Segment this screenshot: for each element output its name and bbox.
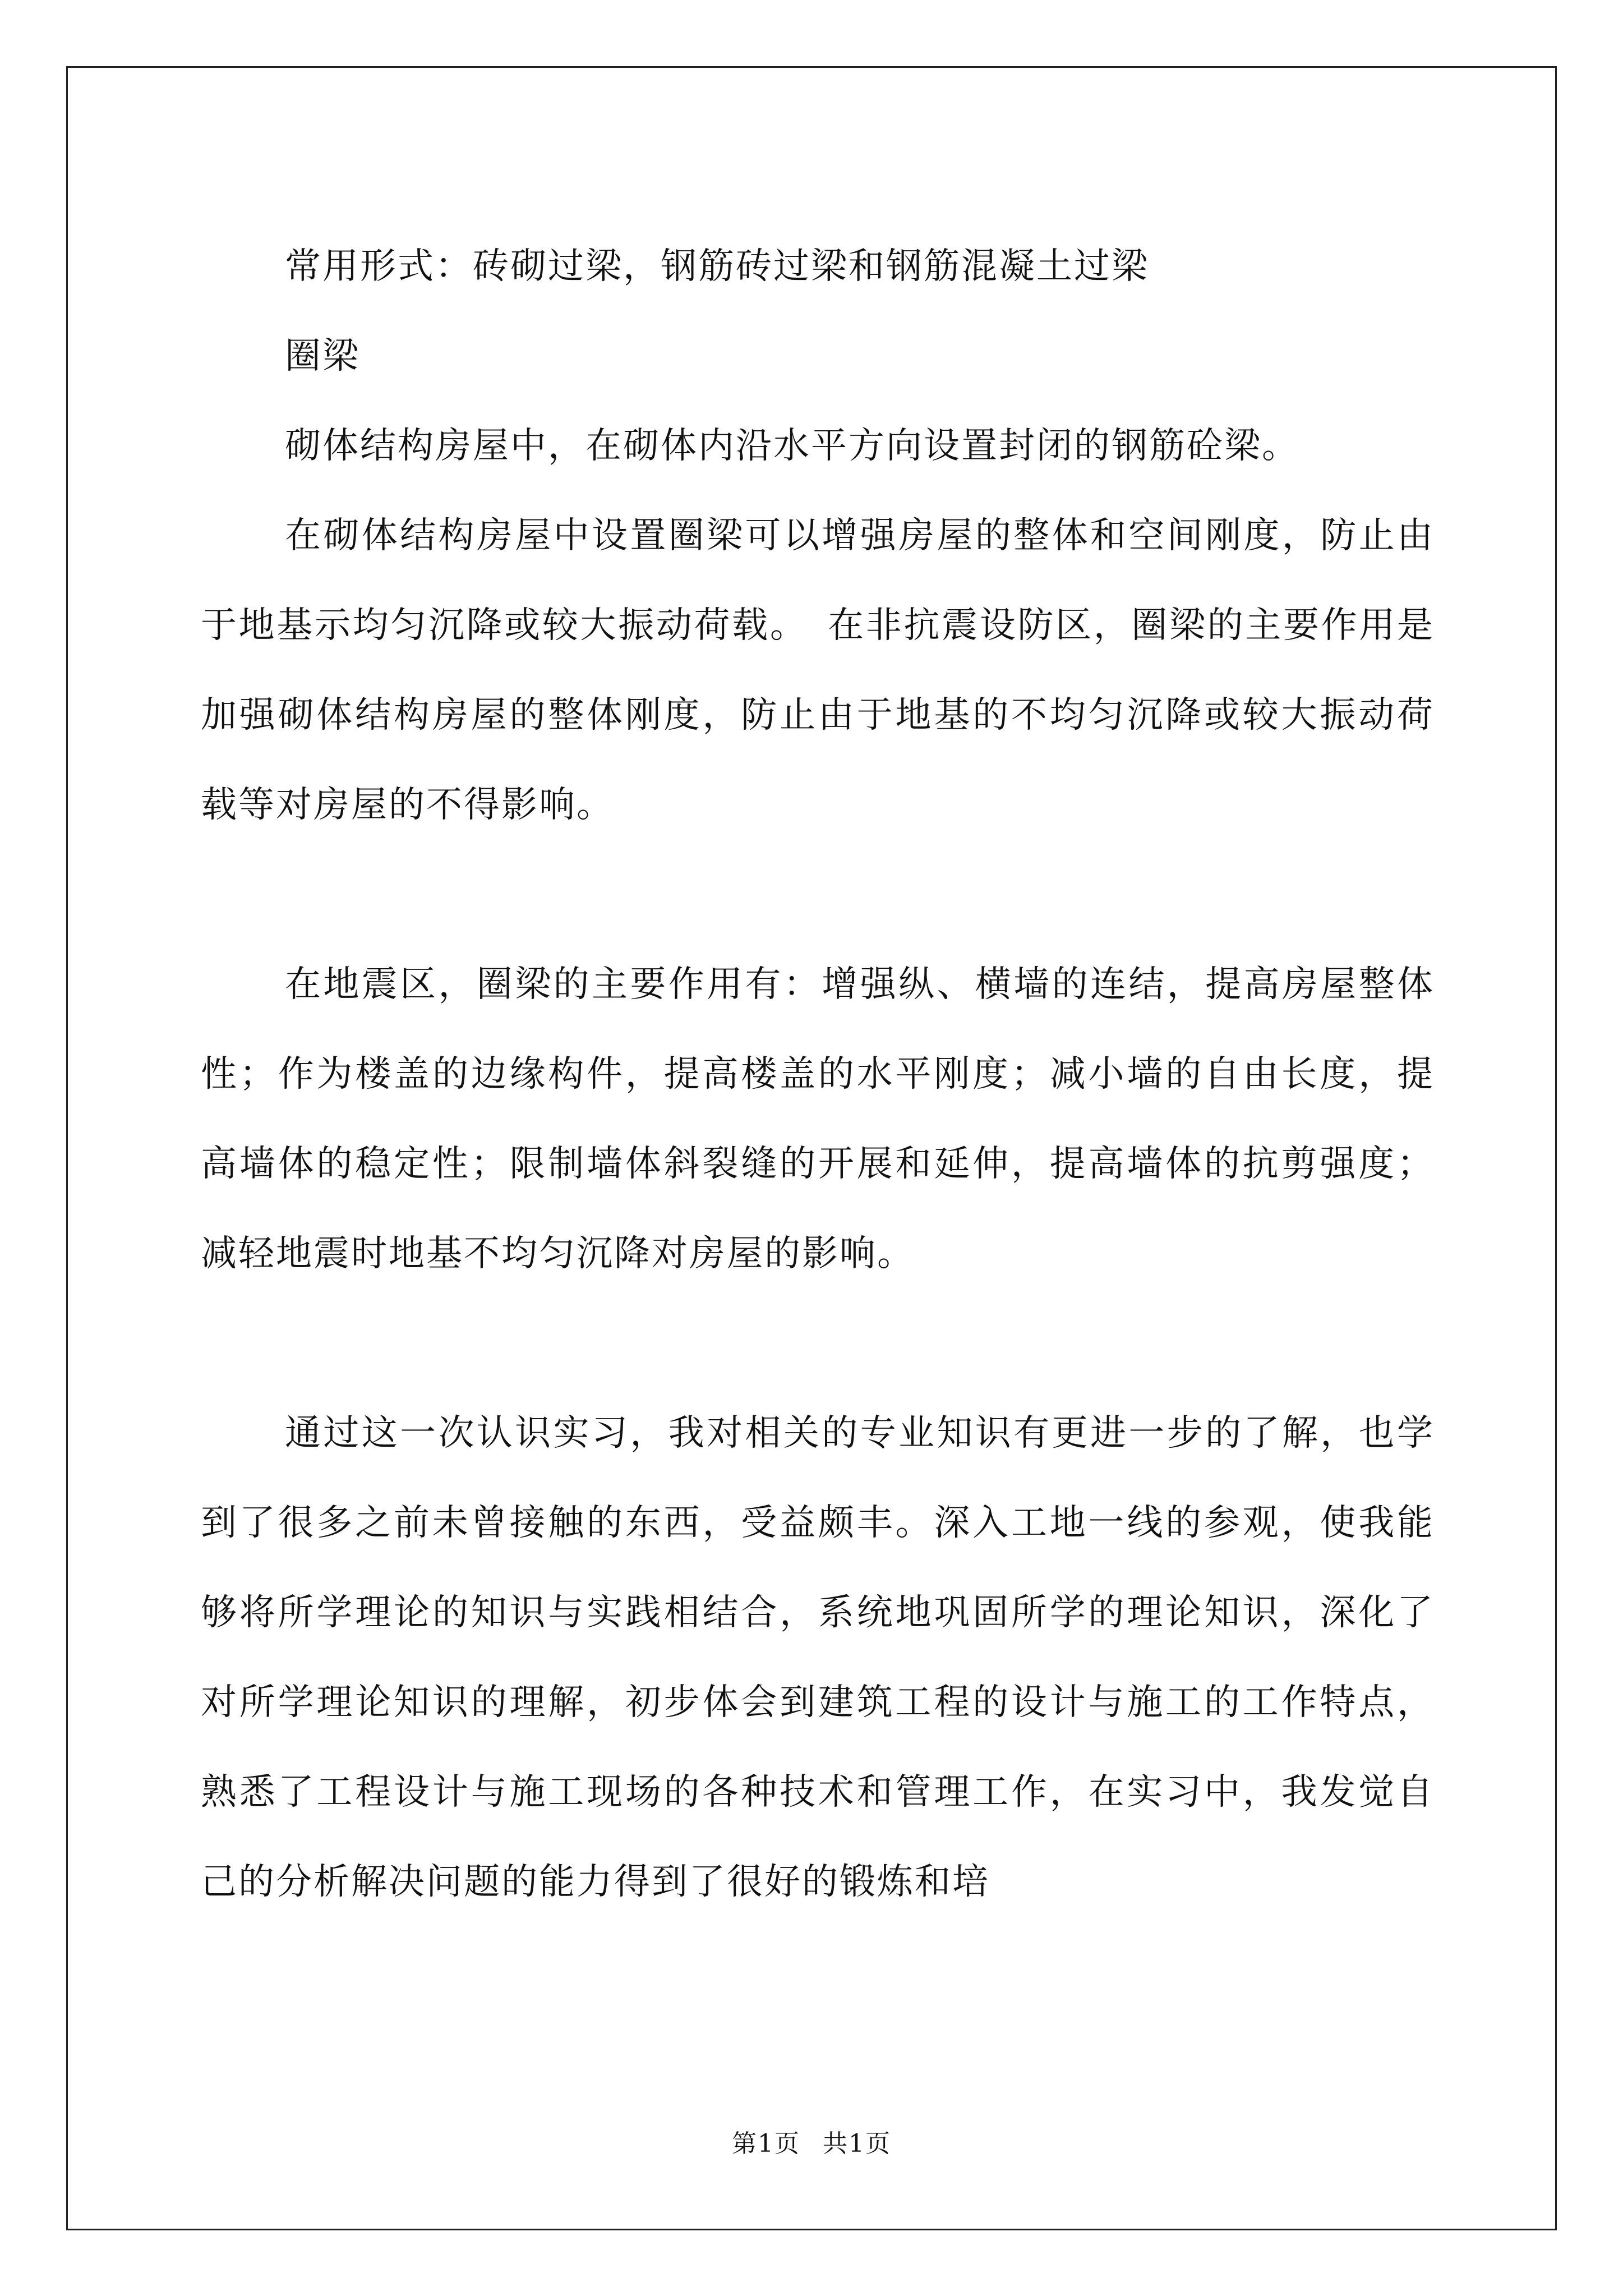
page-total: 共1页	[823, 2129, 891, 2158]
paragraph-ring-beam-definition: 砌体结构房屋中，在砌体内沿水平方向设置封闭的钢筋砼梁。	[285, 425, 1299, 467]
paragraph-internship-summary: 通过这一次认识实习，我对相关的专业知识有更进一步的了解，也学到了很多之前未曾接触的东西，受益颇丰。深入工地一线的参观，使我能够将所学理论的知识与实践相结合，系统地巩固所学的理论知识，深化了对所学理论知识的理解，初步体会到建筑工程的设计与施工的工作特点，熟悉了工程设计与施工现场的各种技术和管理工作，在实习中，我发觉自己的分析解决问题的能力得到了很好的锻炼和培	[201, 1412, 1435, 1903]
paragraph-ring-beam-function: 在砌体结构房屋中设置圈梁可以增强房屋的整体和空间刚度，防止由于地基示均匀沉降或较大振动荷载。 在非抗震设防区，圈梁的主要作用是加强砌体结构房屋的整体刚度，防止由于地基的不均匀沉降或较大振动荷载等对房屋的不得影响。	[201, 515, 1435, 826]
page-footer	[0, 2123, 1623, 2159]
paragraph-seismic-function: 在地震区，圈梁的主要作用有：增强纵、横墙的连结，提高房屋整体性；作为楼盖的边缘构件，提高楼盖的水平刚度；减小墙的自由长度，提高墙体的稳定性；限制墙体斜裂缝的开展和延伸，提高墙体的抗剪强度；减轻地震时地基不均匀沉降对房屋的影响。	[201, 964, 1435, 1274]
heading-ring-beam: 圈梁	[285, 335, 360, 377]
paragraph-lintel-forms: 常用形式：砖砌过梁，钢筋砖过梁和钢筋混凝土过梁	[285, 246, 1149, 287]
page-number: 第1页	[732, 2129, 800, 2158]
